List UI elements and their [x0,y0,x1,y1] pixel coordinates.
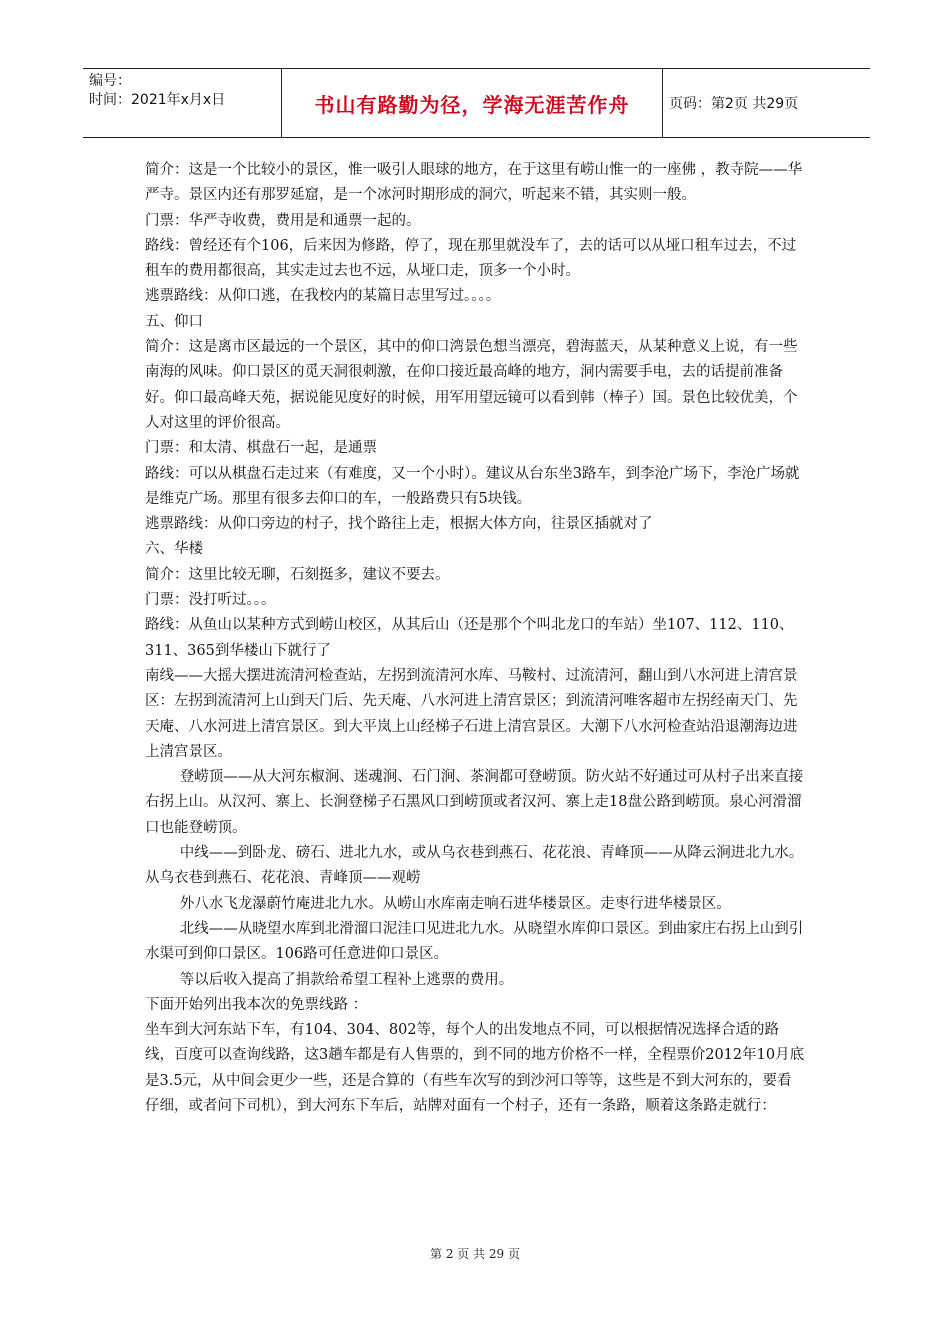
body-paragraph: 门票：华严寺收费，费用是和通票一起的。 [145,212,421,229]
body-paragraph: 北线——从晓望水库到北滑溜口泥洼口见进北九水。从晓望水库仰口景区。到曲家庄右拐上山到引水渠可到仰口景区。106路可任意进仰口景区。 [145,920,804,963]
header-page-number: 页码：第2页 共29页 [669,96,799,112]
body-paragraph: 路线：曾经还有个106，后来因为修路，停了，现在那里就没车了，去的话可以从垭口租车过去，不过租车的费用都很高，其实走过去也不远，从垭口走，顶多一个小时。 [145,237,797,280]
body-paragraph: 等以后收入提高了捐款给希望工程补上逃票的费用。 [179,971,514,988]
header-motto: 书山有路勤为径，学海无涯苦作舟 [281,69,663,137]
body-paragraph: 五、仰口 [145,313,203,330]
body-paragraph: 登崂顶——从大河东椒涧、迷魂涧、石门涧、茶涧都可登崂顶。防火站不好通过可从村子出来直接右拐上山。从汉河、寨上、长涧登梯子石黑风口到崂顶或者汉河、寨上走18盘公路到崂顶。泉心河滑溜口也能登崂顶。 [145,769,804,836]
body-paragraph: 中线——到卧龙、磅石、进北九水，或从乌衣巷到燕石、花花浪、青峰顶——从降云涧进北九水。从乌衣巷到燕石、花花浪、青峰顶——观崂 [145,845,804,887]
body-paragraph: 门票：和太清、棋盘石一起，是通票 [145,440,377,457]
body-paragraph: 外八水飞龙瀑蔚竹庵进北九水。从崂山水库南走响石进华楼景区。走枣行进华楼景区。 [179,895,731,912]
body-paragraph: 坐车到大河东站下车，有104、304、802等，每个人的出发地点不同，可以根据情况选择合适的路线，百度可以查询线路，这3趟车都是有人售票的，到不同的地方价格不一样，全程票价2012年10月底是3.5元，从中间会更少一些，还是合算的（有些车次写的到沙河口等等，这些是不到大河东的，要看仔细，或者问下司机），到大河东下车后，站牌对面有一个村子，还有一条路，顺着这条路走就行： [145,1022,805,1114]
body-paragraph: 简介：这里比较无聊，石刻挺多，建议不要去。 [145,566,450,583]
body-paragraph: 门票：没打听过。。。 [145,592,276,609]
page-header [83,68,870,138]
body-paragraph: 逃票路线：从仰口旁边的村子，找个路往上走，根据大体方向，往景区插就对了 [145,516,653,533]
body-paragraph: 南线——大摇大摆进流清河检查站，左拐到流清河水库、马鞍村、过流清河，翻山到八水河进上清宫景区：左拐到流清河上山到天门后、先天庵、八水河进上清宫景区；到流清河唯客超市左拐经南天门、先天庵、八水河进上清宫景区。到大平岚上山经梯子石进上清宫景区。大潮下八水河检查站沿退潮海边进上清宫景区。 [145,667,798,760]
page-footer: 第 2 页 共 29 页 [430,1247,520,1261]
body-paragraph: 路线：从鱼山以某种方式到崂山校区，从其后山（还是那个个叫北龙口的车站）坐107、112、110、311、365到华楼山下就行了 [145,617,794,659]
body-paragraph: 简介：这是离市区最远的一个景区，其中的仰口湾景色想当漂亮，碧海蓝天，从某种意义上说，有一些南海的风味。仰口景区的觅天洞很刺激，在仰口接近最高峰的地方，洞内需要手电，去的话提前准备好。仰口最高峰天苑，据说能见度好的时候，用军用望远镜可以看到韩（棒子）国。景色比较优美，个人对这里的评价很高。 [145,339,798,431]
body-paragraph: 简介：这是一个比较小的景区，惟一吸引人眼球的地方，在于这里有崂山惟一的一座佛 ，教寺院——华严寺。景区内还有那罗延窟，是一个冰河时期形成的洞穴，听起来不错，其实则一般。 [145,162,803,204]
body-paragraph: 六、华楼 [145,541,203,558]
header-meta [83,69,281,137]
document-body [145,158,805,1119]
body-paragraph: 路线：可以从棋盘石走过来（有难度，又一个小时）。建议从台东坐3路车，到李沧广场下，李沧广场就是维克广场。那里有很多去仰口的车，一般路费只有5块钱。 [145,465,800,507]
document-number-label: 编号： [89,73,131,89]
document-date-label: 时间：2021年x月x日 [89,92,226,108]
body-paragraph: 下面开始列出我本次的免票线路 ： [145,996,368,1013]
body-paragraph: 逃票路线：从仰口逃，在我校内的某篇日志里写过。。。。 [145,288,501,305]
